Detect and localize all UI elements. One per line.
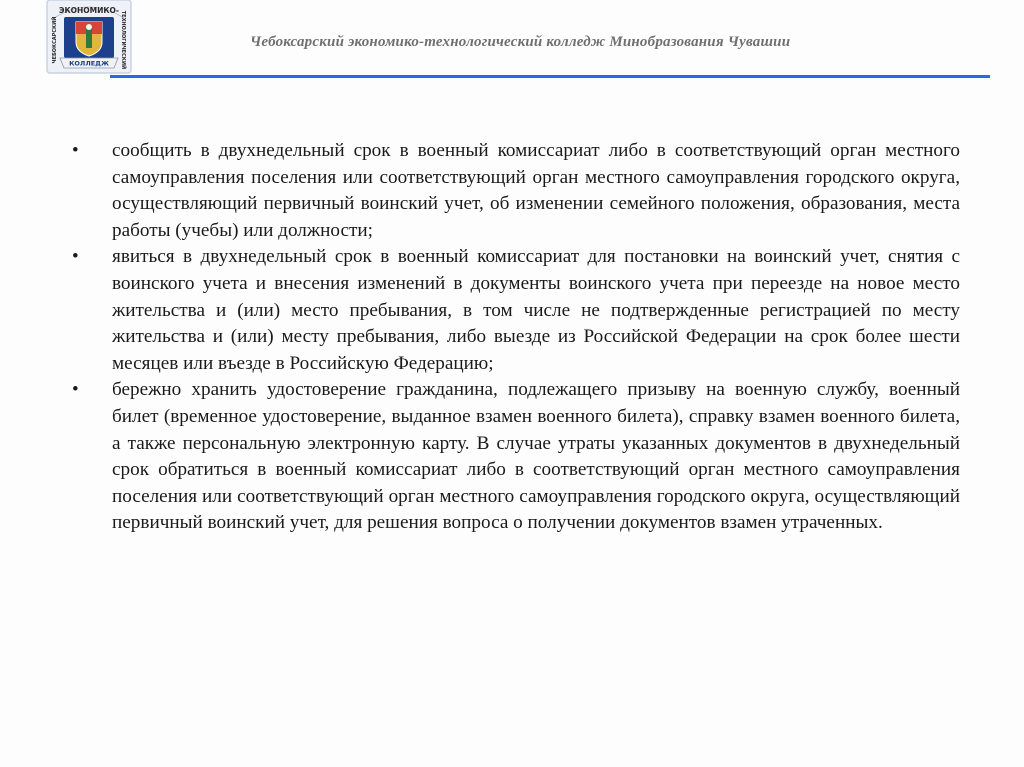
bullet-text: бережно хранить удостоверение гражданина, подлежащего призыву на военную службу, военный билет (временное удостоверение, выданное взамен военного билета), справку взамен военного билета, а также персональную электронную карту. В случае утраты указанных документов в двухнедельный срок обратиться в военный комиссариат либо в соответствующий орган местного самоуправления поселения или соответствующий орган местного самоуправления городского округа, осуществляющий первичный воинский учет, для решения вопроса о получении документов взамен утраченных.	[112, 379, 960, 534]
bullet-list	[72, 138, 960, 537]
list-item	[72, 138, 960, 244]
logo-ribbon-text: КОЛЛЕДЖ	[69, 59, 109, 68]
logo-right-text: ТЕХНОЛОГИЧЕСКИЙ	[120, 10, 126, 70]
bullet-marker: •	[72, 379, 79, 401]
logo-top-text: ЭКОНОМИКО-	[58, 6, 120, 15]
bullet-text: сообщить в двухнедельный срок в военный комиссариат либо в соответствующий орган местного самоуправления поселения или соответствующий орган местного самоуправления городского округа, осуществляющий первичный воинский учет, об изменении семейного положения, образования, места работы (учебы) или должности;	[112, 140, 960, 241]
list-item	[72, 377, 960, 537]
logo-left-text: ЧЕБОКСАРСКИЙ	[52, 16, 58, 64]
page-title: Чебоксарский экономико-технологический колледж Минобразования Чувашии	[250, 34, 791, 50]
list-item	[72, 244, 960, 377]
header-divider	[110, 75, 990, 78]
bullet-text: явиться в двухнедельный срок в военный комиссариат для постановки на воинский учет, снятия с воинского учета и внесения изменений в документы воинского учета при переезде на новое место жительства и (или) место пребывания, в том числе не подтвержденные регистрацией по месту жительства и (или) месту пребывания, либо выезде из Российской Федерации на срок более шести месяцев или въезде в Российскую Федерацию;	[112, 246, 960, 374]
bullet-marker: •	[72, 246, 79, 268]
college-emblem-icon	[46, 0, 132, 74]
bullet-marker: •	[72, 140, 79, 161]
